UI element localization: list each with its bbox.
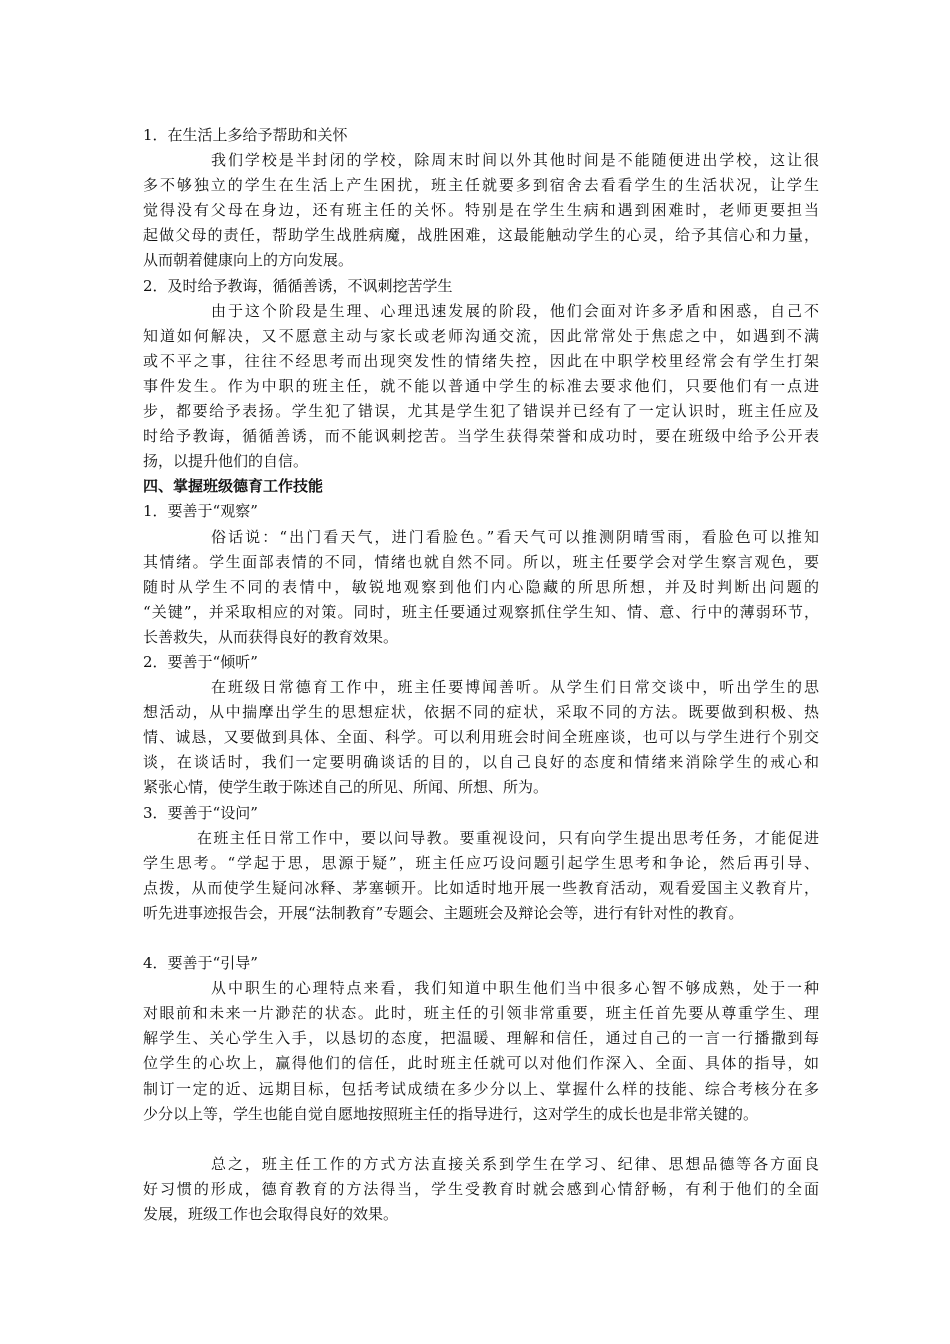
section-title: 2．要善于“倾听” <box>143 652 258 671</box>
paragraph-line: 俗话说：“出门看天气，进门看脸色。”看天气可以推测阴晴雪雨，看脸色可以推知 <box>211 527 819 546</box>
paragraph-line: 点拨，从而使学生疑问冰释、茅塞顿开。比如适时地开展一些教育活动，观看爱国主义教育片， <box>143 878 819 897</box>
paragraph-line: 事件发生。作为中职的班主任，就不能以普通中学生的标准去要求他们，只要他们有一点进 <box>143 376 819 395</box>
document-body <box>143 123 819 1227</box>
paragraph-line: 从而朝着健康向上的方向发展。 <box>143 251 354 270</box>
paragraph-line: 制订一定的近、远期目标，包括考试成绩在多少分以上、掌握什么样的技能、综合考核分在多 <box>143 1079 819 1098</box>
paragraph-line: 时给予教诲，循循善诱，而不能讽刺挖苦。当学生获得荣誉和成功时，要在班级中给予公开表 <box>143 427 819 446</box>
paragraph-line: 在班主任日常工作中，要以问导教。要重视设问，只有向学生提出思考任务，才能促进 <box>197 828 819 847</box>
section-title: 1．要善于“观察” <box>143 502 258 521</box>
summary-line: 发展，班级工作也会取得良好的效果。 <box>143 1205 399 1224</box>
paragraph-line: 少分以上等，学生也能自觉自愿地按照班主任的指导进行，这对学生的成长也是非常关键的。 <box>143 1104 759 1123</box>
paragraph-line: 或不平之事，往往不经思考而出现突发性的情绪失控，因此在中职学校里经常会有学生打架 <box>143 351 819 370</box>
summary-line: 好习惯的形成，德育教育的方法得当，学生受教育时就会感到心情舒畅，有利于他们的全面 <box>143 1179 819 1198</box>
paragraph-line: 谈，在谈话时，我们一定要明确谈话的目的，以自己良好的态度和情绪来消除学生的戒心和 <box>143 753 819 772</box>
paragraph-line: 随时从学生不同的表情中，敏锐地观察到他们内心隐藏的所思所想，并及时判断出问题的 <box>143 577 819 596</box>
paragraph-line: 紧张心情，使学生敢于陈述自己的所见、所闻、所想、所为。 <box>143 778 549 797</box>
paragraph-line: 扬，以提升他们的自信。 <box>143 452 309 471</box>
paragraph-line: 知道如何解决，又不愿意主动与家长或老师沟通交流，因此常常处于焦虑之中，如遇到不满 <box>143 326 819 345</box>
paragraph-line: 解学生、关心学生入手，以恳切的态度，把温暖、理解和信任，通过自己的一言一行播撒到每 <box>143 1029 819 1048</box>
paragraph-line: 想活动，从中揣摩出学生的思想症状，依据不同的症状，采取不同的方法。既要做到积极、热 <box>143 703 819 722</box>
paragraph-line: 从中职生的心理特点来看，我们知道中职生他们当中很多心智不够成熟，处于一种 <box>211 979 819 998</box>
blank-line <box>143 926 819 951</box>
section-title: 2．及时给予教诲，循循善诱，不讽刺挖苦学生 <box>143 276 453 295</box>
summary-line: 总之，班主任工作的方式方法直接关系到学生在学习、纪律、思想品德等各方面良 <box>211 1154 819 1173</box>
paragraph-line: 其情绪。学生面部表情的不同，情绪也就自然不同。所以，班主任要学会对学生察言观色，要 <box>143 552 819 571</box>
section-title: 3．要善于“设问” <box>143 803 258 822</box>
paragraph-line: 觉得没有父母在身边，还有班主任的关怀。特别是在学生生病和遇到困难时，老师更要担当 <box>143 201 819 220</box>
paragraph-line: 步，都要给予表扬。学生犯了错误，尤其是学生犯了错误并已经有了一定认识时，班主任应及 <box>143 402 819 421</box>
paragraph-line: 起做父母的责任，帮助学生战胜病魔，战胜困难，这最能触动学生的心灵，给予其信心和力量， <box>143 226 819 245</box>
paragraph-line: 多不够独立的学生在生活上产生困扰，班主任就要多到宿舍去看看学生的生活状况，让学生 <box>143 176 819 195</box>
paragraph-line: 位学生的心坎上，赢得他们的信任，此时班主任就可以对他们作深入、全面、具体的指导，如 <box>143 1054 819 1073</box>
paragraph-line: 情、诚恳，又要做到具体、全面、科学。可以利用班会时间全班座谈，也可以与学生进行个别交 <box>143 728 819 747</box>
paragraph-line: 我们学校是半封闭的学校，除周末时间以外其他时间是不能随便进出学校，这让很 <box>211 151 819 170</box>
paragraph-line: “关键”，并采取相应的对策。同时，班主任要通过观察抓住学生知、情、意、行中的薄弱环节， <box>143 602 819 621</box>
paragraph-line: 听先进事迹报告会，开展“法制教育”专题会、主题班会及辩论会等，进行有针对性的教育。 <box>143 903 744 922</box>
paragraph-line: 在班级日常德育工作中，班主任要博闻善听。从学生们日常交谈中，听出学生的思 <box>211 678 819 697</box>
part-heading: 四、掌握班级德育工作技能 <box>143 477 324 496</box>
section-title: 1．在生活上多给予帮助和关怀 <box>143 126 348 144</box>
paragraph-line: 长善救失，从而获得良好的教育效果。 <box>143 627 399 646</box>
paragraph-line: 学生思考。“学起于思，思源于疑”，班主任应巧设问题引起学生思考和争论，然后再引导、 <box>143 853 819 872</box>
blank-line <box>143 1127 819 1152</box>
paragraph-line: 对眼前和未来一片渺茫的状态。此时，班主任的引领非常重要，班主任首先要从尊重学生、理 <box>143 1004 819 1023</box>
section-title: 4．要善于“引导” <box>143 954 258 973</box>
paragraph-line: 由于这个阶段是生理、心理迅速发展的阶段，他们会面对许多矛盾和困惑，自己不 <box>211 301 819 320</box>
